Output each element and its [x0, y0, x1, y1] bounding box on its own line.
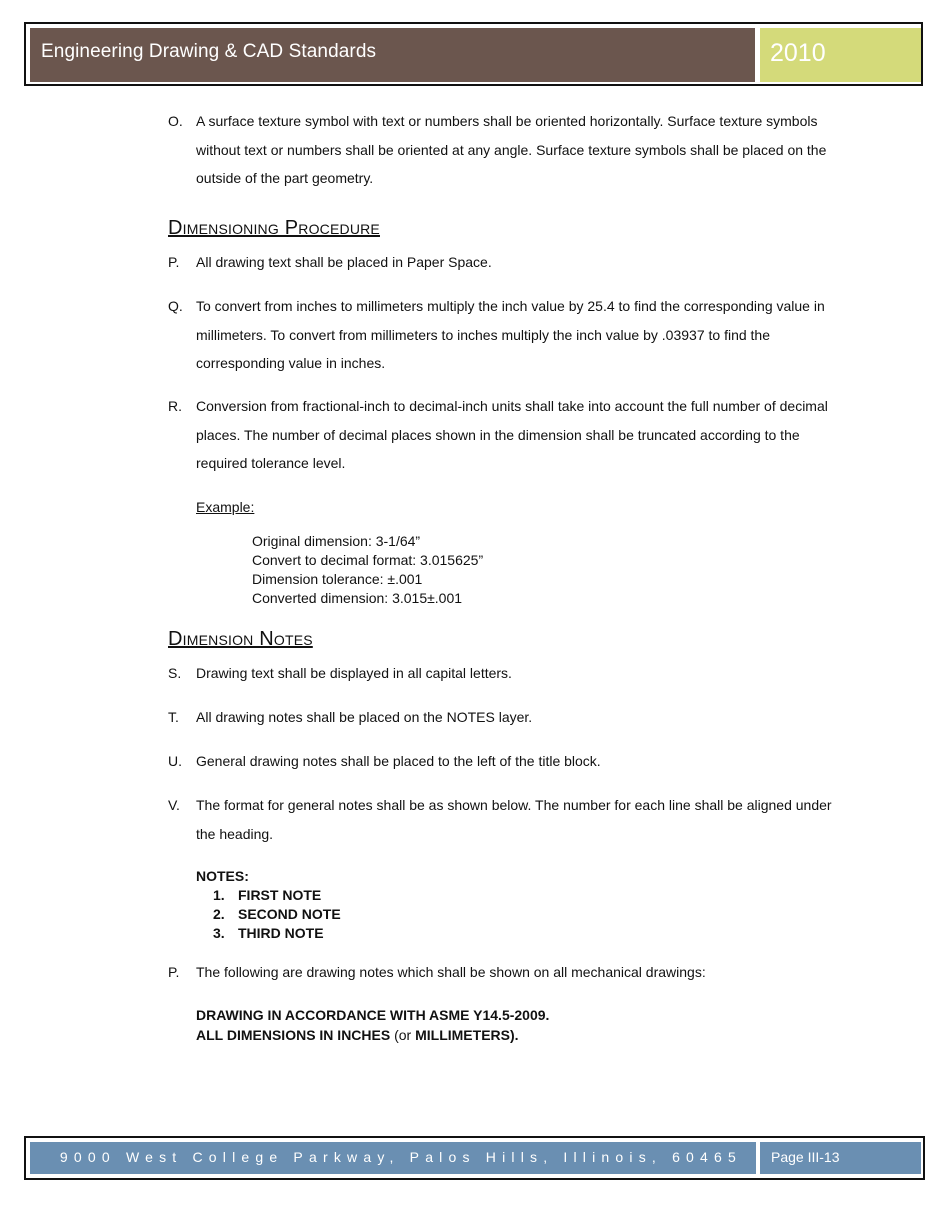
example-line: Convert to decimal format: 3.015625” — [252, 552, 484, 568]
note-number: 2. — [213, 906, 225, 922]
example-lines — [252, 532, 483, 608]
footer-address-box — [30, 1142, 756, 1174]
document-year: 2010 — [770, 39, 826, 67]
item-letter: T. — [168, 709, 179, 725]
item-letter: P. — [168, 964, 180, 980]
item-text: The format for general notes shall be as shown below. The number for each line shall be aligned under the heading. — [196, 797, 832, 842]
heading-dimension-notes: Dimension Notes — [168, 628, 313, 650]
item-letter: Q. — [168, 298, 183, 314]
units-end: ). — [509, 1027, 519, 1043]
required-note-line-2 — [196, 1025, 549, 1045]
example-line: Dimension tolerance: ±.001 — [252, 571, 423, 587]
item-letter: P. — [168, 254, 180, 270]
example-label — [196, 499, 254, 515]
note-text: FIRST NOTE — [238, 887, 322, 903]
note-text: THIRD NOTE — [238, 925, 324, 941]
page-footer — [24, 1136, 925, 1180]
footer-page-box — [760, 1142, 921, 1174]
notes-sample-item — [196, 905, 341, 924]
example-line: Original dimension: 3-1/64” — [252, 533, 421, 549]
notes-sample-item — [196, 924, 341, 943]
example-label-colon: : — [250, 499, 255, 515]
notes-sample-item — [196, 886, 341, 905]
units-millimeters: MILLIMETERS — [415, 1027, 510, 1043]
item-letter: R. — [168, 398, 182, 414]
example-label-text: Example — [196, 499, 251, 515]
example-line: Converted dimension: 3.015±.001 — [252, 590, 463, 606]
notes-sample-list — [196, 886, 341, 943]
note-number: 1. — [213, 887, 225, 903]
header-year-box — [760, 28, 921, 82]
item-text: General drawing notes shall be placed to the left of the title block. — [196, 753, 601, 769]
item-text: To convert from inches to millimeters multiply the inch value by 25.4 to find the corresponding value in millimeters. To convert from millimeters to inches multiply the inch value by .03937 to find the corresponding value in inches. — [196, 298, 825, 372]
note-number: 3. — [213, 925, 225, 941]
footer-address: 9000 West College Parkway, Palos Hills, Illinois, 60465 — [59, 1149, 742, 1165]
item-letter: S. — [168, 665, 182, 681]
item-text: A surface texture symbol with text or numbers shall be oriented horizontally. Surface texture symbols without text or numbers shall be oriented at any angle. Surface texture symbols shall be placed on the outside of the part geometry. — [196, 113, 827, 187]
units-inches: ALL DIMENSIONS IN INCHES — [196, 1027, 391, 1043]
document-title: Engineering Drawing & CAD Standards — [41, 41, 377, 62]
units-or: (or — [390, 1027, 416, 1043]
item-text: The following are drawing notes which shall be shown on all mechanical drawings: — [196, 964, 706, 980]
page-number: Page III-13 — [771, 1149, 840, 1165]
header-title-box — [30, 28, 755, 82]
page-header — [24, 22, 923, 86]
item-letter: V. — [168, 797, 180, 813]
item-text: All drawing notes shall be placed on the NOTES layer. — [196, 709, 533, 725]
item-text: Conversion from fractional-inch to decimal-inch units shall take into account the full number of decimal places. The number of decimal places shown in the dimension shall be truncated according to the required tolerance level. — [196, 398, 828, 472]
item-letter: O. — [168, 113, 183, 129]
item-text: Drawing text shall be displayed in all capital letters. — [196, 665, 512, 681]
note-text: SECOND NOTE — [238, 906, 341, 922]
notes-sample-heading: NOTES: — [196, 868, 249, 884]
heading-dimensioning-procedure: Dimensioning Procedure — [168, 217, 380, 239]
item-letter: U. — [168, 753, 182, 769]
required-note-line-1: DRAWING IN ACCORDANCE WITH ASME Y14.5-2009. — [196, 1007, 550, 1023]
required-notes — [196, 1005, 549, 1045]
item-text: All drawing text shall be placed in Paper Space. — [196, 254, 492, 270]
notes-sample — [196, 867, 341, 943]
